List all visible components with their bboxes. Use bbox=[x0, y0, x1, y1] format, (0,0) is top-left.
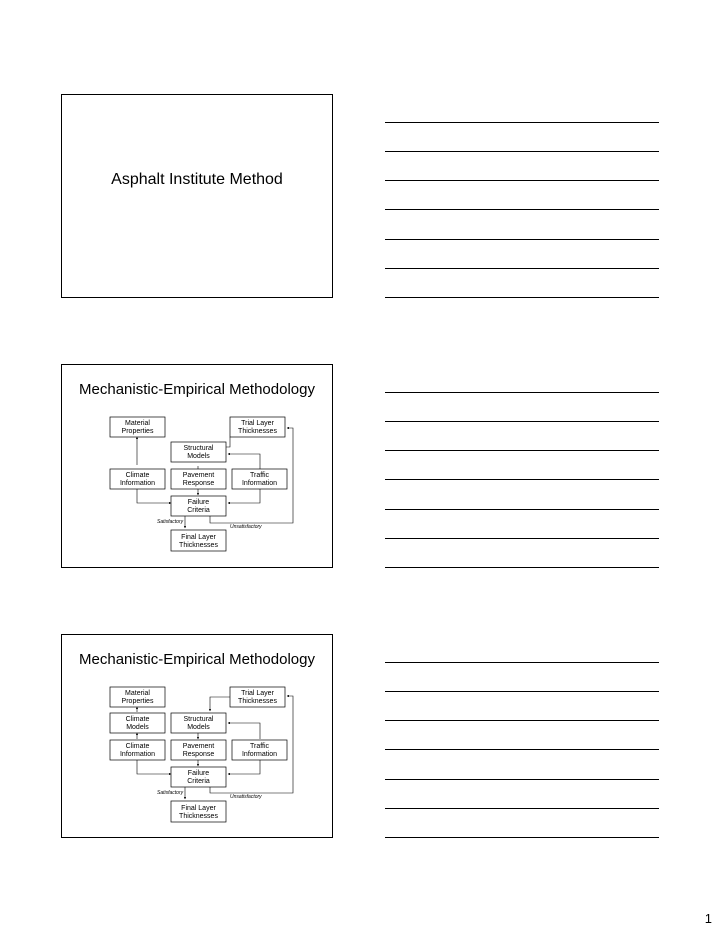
flowchart bbox=[62, 635, 332, 837]
box-label: Trial Layer bbox=[241, 420, 274, 427]
box-label: Pavement bbox=[182, 472, 215, 479]
box-label: Traffic bbox=[249, 743, 270, 750]
box-label: Climate bbox=[125, 743, 150, 750]
box-label: Thicknesses bbox=[238, 698, 277, 705]
box-label: Criteria bbox=[187, 778, 210, 785]
box-label: Properties bbox=[121, 428, 154, 435]
note-line bbox=[385, 837, 659, 838]
box-label: Thicknesses bbox=[238, 428, 277, 435]
note-line bbox=[385, 209, 659, 210]
box-label: Structural bbox=[183, 716, 214, 723]
slide-1-title: Asphalt Institute Method bbox=[111, 171, 283, 188]
slide-2 bbox=[61, 364, 333, 568]
note-line bbox=[385, 779, 659, 780]
box-label: Criteria bbox=[187, 507, 210, 514]
box-label: Models bbox=[126, 724, 149, 731]
box-label: Models bbox=[187, 724, 210, 731]
box-label: Material bbox=[125, 690, 150, 697]
box-label: Traffic bbox=[249, 472, 270, 479]
box-label: Models bbox=[187, 453, 210, 460]
note-line bbox=[385, 450, 659, 451]
slide-3 bbox=[61, 634, 333, 838]
box-label: Thicknesses bbox=[179, 542, 218, 549]
note-line bbox=[385, 808, 659, 809]
satisfactory-label: Satisfactory bbox=[157, 790, 184, 796]
slide-1 bbox=[61, 94, 333, 298]
page-number: 1 bbox=[704, 911, 712, 926]
unsatisfactory-label: Unsatisfactory bbox=[230, 794, 262, 800]
box-label: Properties bbox=[121, 698, 154, 705]
box-label: Climate bbox=[125, 472, 150, 479]
box-label: Response bbox=[182, 751, 215, 758]
satisfactory-label: Satisfactory bbox=[157, 519, 184, 525]
note-line bbox=[385, 509, 659, 510]
slide-3-title: Mechanistic-Empirical Methodology bbox=[79, 651, 315, 668]
box-label: Information bbox=[119, 751, 156, 758]
note-line bbox=[385, 421, 659, 422]
box-label: Thicknesses bbox=[179, 813, 218, 820]
box-label: Information bbox=[241, 480, 278, 487]
box-label: Information bbox=[241, 751, 278, 758]
note-line bbox=[385, 720, 659, 721]
box-label: Climate bbox=[125, 716, 150, 723]
note-line bbox=[385, 567, 659, 568]
box-label: Final Layer bbox=[181, 534, 216, 541]
box-label: Final Layer bbox=[181, 805, 216, 812]
note-line bbox=[385, 479, 659, 480]
note-line bbox=[385, 180, 659, 181]
note-line bbox=[385, 297, 659, 298]
box-label: Response bbox=[182, 480, 215, 487]
box-label: Pavement bbox=[182, 743, 215, 750]
slide-2-title: Mechanistic-Empirical Methodology bbox=[79, 381, 315, 398]
box-label: Trial Layer bbox=[241, 690, 274, 697]
box-label: Failure bbox=[187, 770, 210, 777]
flowchart bbox=[62, 365, 332, 567]
box-label: Structural bbox=[183, 445, 214, 452]
box-label: Failure bbox=[187, 499, 210, 506]
note-line bbox=[385, 662, 659, 663]
note-line bbox=[385, 122, 659, 123]
note-line bbox=[385, 239, 659, 240]
box-label: Information bbox=[119, 480, 156, 487]
unsatisfactory-label: Unsatisfactory bbox=[230, 524, 262, 530]
note-line bbox=[385, 392, 659, 393]
box-label: Material bbox=[125, 420, 150, 427]
note-line bbox=[385, 151, 659, 152]
note-line bbox=[385, 691, 659, 692]
note-line bbox=[385, 749, 659, 750]
note-line bbox=[385, 268, 659, 269]
note-line bbox=[385, 538, 659, 539]
